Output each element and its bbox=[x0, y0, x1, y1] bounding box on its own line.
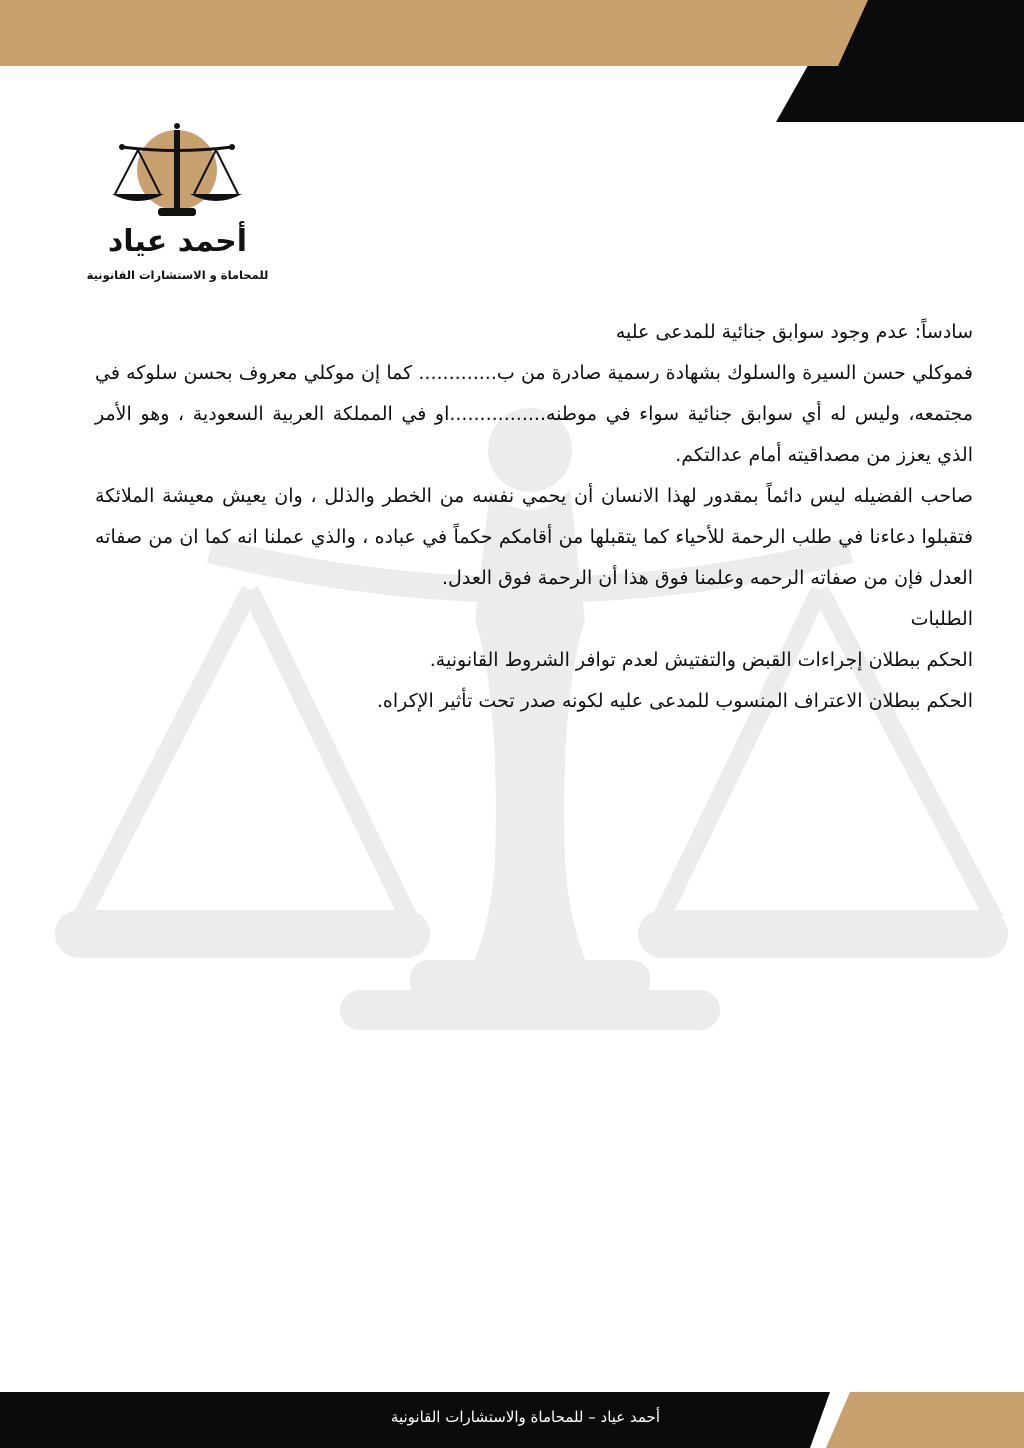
header-decor bbox=[0, 0, 1024, 125]
document-body bbox=[95, 312, 973, 722]
scales-of-justice-icon bbox=[110, 122, 245, 222]
footer-gold-band bbox=[826, 1392, 1024, 1448]
paragraph-criminal-record: فموكلي حسن السيرة والسلوك بشهادة رسمية صادرة من ب............. كما إن موكلي معروف بحسن سلوكه في مجتمعه، وليس له أي سوابق جنائية سواء في موطنه................او في المملكة العربية السعودية ، وهو الأمر الذي يعزز من مصداقيته أمام عدالتكم. bbox=[95, 362, 973, 466]
firm-tagline: للمحاماة و الاستشارات القانونية bbox=[86, 268, 269, 282]
footer bbox=[0, 1392, 1024, 1448]
request-item: الحكم ببطلان إجراءات القبض والتفتيش لعدم توافر الشروط القانونية. bbox=[429, 649, 973, 671]
firm-name: أحمد عياد bbox=[107, 224, 248, 259]
section-heading: سادساً: عدم وجود سوابق جنائية للمدعى عليه bbox=[615, 321, 973, 343]
requests-heading: الطلبات bbox=[910, 608, 973, 630]
paragraph-mercy-appeal: صاحب الفضيله ليس دائماً بمقدور لهذا الانسان أن يحمي نفسه من الخطر والذلل ، وان يعيش معيشة الملائكة فتقبلوا دعاءنا في طلب الرحمة للأحياء كما يتقبلها من أقامكم حكماً في عباده ، والذي عملنا انه كما ان من صفاته العدل فإن من صفاته الرحمه وعلمنا فوق هذا أن الرحمة فوق العدل. bbox=[95, 485, 973, 589]
request-item: الحكم ببطلان الاعتراف المنسوب للمدعى عليه لكونه صدر تحت تأثير الإكراه. bbox=[376, 690, 973, 712]
footer-text: أحمد عياد – للمحاماة والاستشارات القانونية bbox=[390, 1408, 660, 1426]
firm-logo bbox=[60, 118, 295, 298]
header-gold-band bbox=[0, 0, 868, 66]
